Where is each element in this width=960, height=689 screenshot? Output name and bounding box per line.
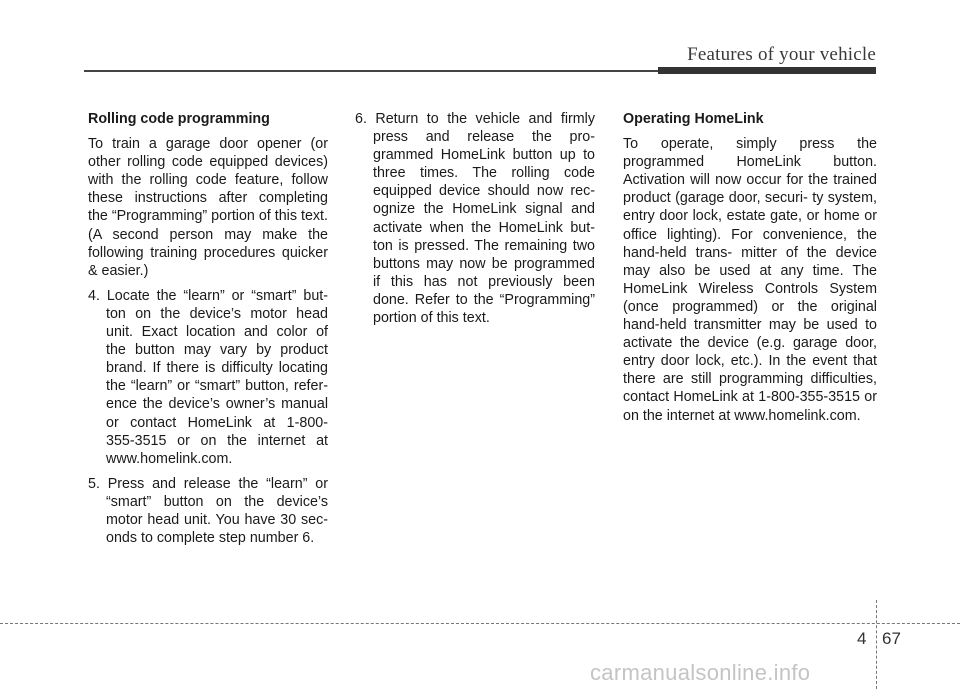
header-rule-accent: [658, 67, 876, 74]
chapter-number: 4: [857, 629, 867, 648]
step-5: 5. Press and release the “learn” or “smart” button on the device’s motor head unit. You have 30 sec- onds to complete step number 6.: [88, 475, 328, 547]
operating-homelink-body: To operate, simply press the programmed HomeLink button. Activation will now occur for the trained product (garage door, securi- ty system, entry door lock, estate gate, or home or office lighting). For convenience, the hand-held trans- mitter of the device may also be used at any time. The HomeLink Wireless Controls System (once programmed) or the original hand-held transmitter may be used to activate the device (e.g. garage door, entry door lock, etc.). In the event that there are still programming difficulties, contact HomeLink at 1-800-355-3515 or on the internet at www.homelink.com.: [623, 136, 877, 424]
column-3: [623, 110, 877, 432]
step-4: 4. Locate the “learn” or “smart” but- ton on the device’s motor head unit. Exact location and color of the button may vary by product brand. If there is difficulty locating the “learn” or “smart” button, refer- ence the device’s owner’s manual or contact HomeLink at 1-800- 355-3515 or on the internet at www.homelink.com.: [88, 287, 328, 467]
column-1: [88, 110, 328, 554]
page-number: 67: [882, 629, 901, 648]
step-6: 6. Return to the vehicle and firmly press and release the pro- grammed HomeLink button up to three times. The rolling code equipped device should now rec- ognize the HomeLink signal and activate when the HomeLink but- ton is pressed. The remaining two buttons may now be programmed if this has not previously been done. Refer to the “Programming” portion of this text.: [355, 111, 595, 327]
column-2: [355, 110, 595, 334]
operating-homelink-heading: Operating HomeLink: [623, 111, 764, 127]
section-title: Features of your vehicle: [687, 44, 876, 65]
footer-vertical-rule: [876, 600, 877, 689]
rolling-code-heading: Rolling code programming: [88, 111, 270, 127]
rolling-code-intro: To train a garage door opener (or other rolling code equipped devices) with the rolling code feature, follow these instructions after completing the “Programming” portion of this text. (A second person may make the following training procedures quicker & easier.): [88, 136, 328, 279]
watermark: carmanualsonline.info: [590, 660, 811, 685]
footer-dashed-rule: [0, 623, 960, 624]
